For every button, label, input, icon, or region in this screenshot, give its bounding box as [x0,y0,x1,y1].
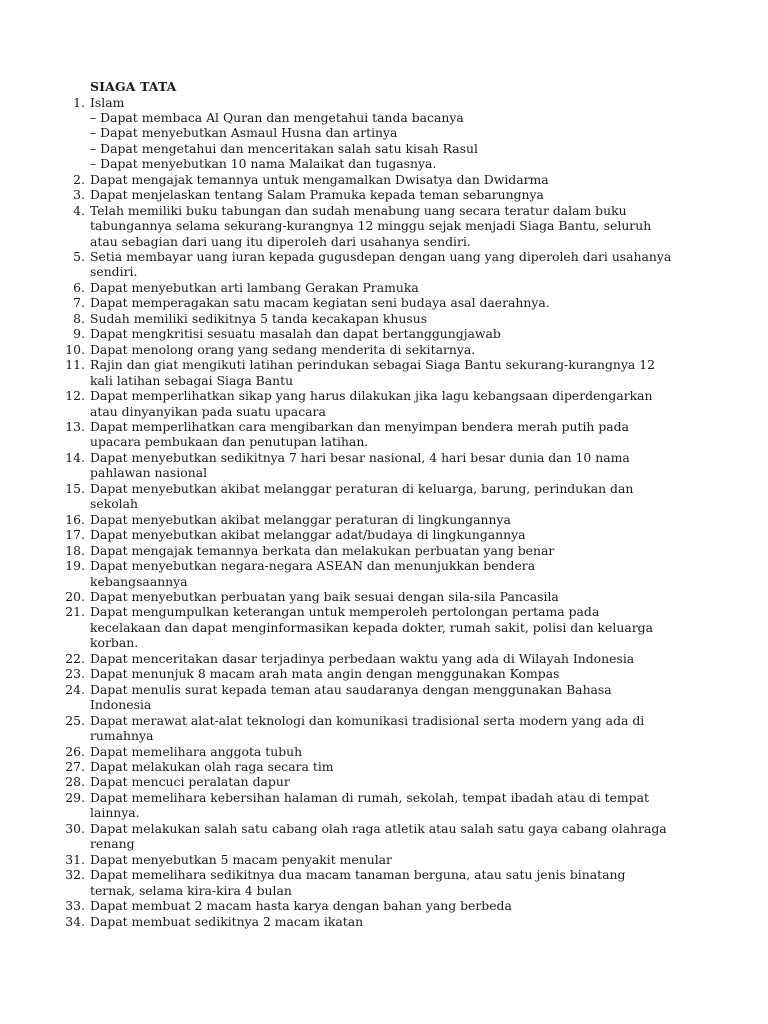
list-item [0,852,680,867]
list-item-text: Dapat memelihara anggota tubuh [90,743,303,759]
list-item [0,543,680,558]
list-item [0,589,680,604]
list-item-number: 5. [73,249,85,265]
list-item [0,481,680,512]
document-title: SIAGA TATA [90,79,177,94]
list-item-number: 1. [73,94,85,110]
list-item [0,342,680,357]
list-item-number: 18. [65,542,85,558]
list-item [0,666,680,681]
list-item-text: Islam [90,94,125,110]
list-item-text: Dapat melakukan salah satu cabang olah raga atletik atau salah satu gaya cabang olahraga renang [90,820,667,852]
list-item-number: 17. [65,527,85,543]
list-item [0,651,680,666]
list-item [0,604,680,650]
list-item-text: Dapat memperlihatkan cara mengibarkan dan menyimpan bendera merah putih pada upacara pembukaan dan penutupan latihan. [90,419,629,450]
list-item-text: Dapat merawat alat-alat teknologi dan komunikasi tradisional serta modern yang ada di rumahnya [90,712,645,744]
list-item [0,682,680,713]
list-item-text: Dapat mengumpulkan keterangan untuk memperoleh pertolongan pertama pada kecelakaan dan dapat menginformasikan kepada dokter, rumah sakit, polisi dan keluarga korban. [90,604,653,651]
list-item-text: Dapat menunjuk 8 macam arah mata angin dengan menggunakan Kompas [90,666,560,682]
list-item-number: 31. [65,851,85,867]
list-item [0,295,680,310]
list-item-text: Dapat menolong orang yang sedang menderita di sekitarnya. [90,341,476,357]
list-item [0,759,680,774]
list-item [0,821,680,852]
list-item [0,280,680,295]
sub-list-item: – Dapat membaca Al Quran dan mengetahui tanda bacanya [90,109,464,125]
list-item [0,357,680,388]
list-item [0,326,680,341]
list-item-text: Dapat memelihara kebersihan halaman di rumah, sekolah, tempat ibadah atau di tempat lainnya. [90,789,649,821]
list-item-text: Rajin dan giat mengikuti latihan perindukan sebagai Siaga Bantu sekurang-kurangnya 12 kali latihan sebagai Siaga Bantu [90,357,655,388]
list-item-text: Dapat melakukan olah raga secara tim [90,758,334,774]
list-item-text: Dapat membuat sedikitnya 2 macam ikatan [90,913,364,929]
list-item-number: 13. [65,419,85,435]
list-item-number: 16. [65,511,85,527]
list-item-number: 8. [73,310,85,326]
list-item-text: Setia membayar uang iuran kepada gugusdepan dengan uang yang diperoleh dari usahanya sendiri. [90,249,672,280]
list-item [0,512,680,527]
list-item [0,558,680,589]
list-item-number: 21. [65,604,85,620]
list-item-number: 25. [65,712,85,728]
list-item-text: Dapat menyebutkan arti lambang Gerakan Pramuka [90,279,419,295]
list-item-text: Dapat memperlihatkan sikap yang harus dilakukan jika lagu kebangsaan diperdengarkan atau dinyanyikan pada suatu upacara [90,388,653,419]
list-item-number: 9. [73,326,85,342]
list-item [0,249,680,280]
list-item-number: 22. [65,650,85,666]
requirements-list [0,95,768,929]
list-item-number: 7. [73,295,85,311]
list-item-text: Dapat mengajak temannya untuk mengamalkan Dwisatya dan Dwidarma [90,171,549,187]
list-item-number: 11. [65,357,85,373]
list-item-number: 27. [65,758,85,774]
list-item [0,898,680,913]
list-item-text: Dapat memelihara sedikitnya dua macam tanaman berguna, atau satu jenis binatang ternak, selama kira-kira 4 bulan [90,867,626,898]
sub-list-item: – Dapat menyebutkan 10 nama Malaikat dan tugasnya. [90,156,437,172]
list-item [0,867,680,898]
list-item-number: 12. [65,388,85,404]
list-item-text: Dapat menulis surat kepada teman atau saudaranya dengan menggunakan Bahasa Indonesia [90,681,612,713]
list-item [0,311,680,326]
list-item-text: Dapat menceritakan dasar terjadinya perbedaan waktu yang ada di Wilayah Indonesia [90,650,635,666]
sub-list-item: – Dapat menyebutkan Asmaul Husna dan artinya [90,125,398,141]
list-item-number: 3. [73,187,85,203]
list-item-text: Dapat mencuci peralatan dapur [90,774,290,790]
list-item-text: Dapat menjelaskan tentang Salam Pramuka kepada teman sebarungnya [90,187,544,203]
list-item [0,713,680,744]
list-item-text: Dapat memperagakan satu macam kegiatan seni budaya asal daerahnya. [90,295,550,311]
list-item [0,774,680,789]
list-item-number: 28. [65,774,85,790]
list-item-text: Dapat menyebutkan akibat melanggar peraturan di lingkungannya [90,511,511,527]
list-item-number: 29. [65,789,85,805]
list-item [0,527,680,542]
list-item [0,388,680,419]
list-item-number: 6. [73,279,85,295]
list-item-number: 14. [65,449,85,465]
list-item-number: 4. [73,202,85,218]
list-item-text: Sudah memiliki sedikitnya 5 tanda kecakapan khusus [90,310,428,326]
list-item [0,790,680,821]
list-item-number: 23. [65,666,85,682]
list-item-number: 24. [65,681,85,697]
list-item-text: Dapat menyebutkan negara-negara ASEAN dan menunjukkan bendera kebangsaannya [90,558,536,589]
list-item-number: 32. [65,867,85,883]
list-item-number: 20. [65,589,85,604]
list-item-number: 2. [73,171,85,187]
list-item-number: 34. [65,913,85,929]
sub-list-item: – Dapat mengetahui dan menceritakan salah satu kisah Rasul [90,140,478,156]
list-item [0,203,680,249]
list-item [0,95,680,172]
list-item [0,450,680,481]
list-item-text: Dapat menyebutkan akibat melanggar adat/budaya di lingkungannya [90,527,526,543]
list-item-text: Dapat mengkritisi sesuatu masalah dan dapat bertanggungjawab [90,326,501,342]
list-item-number: 33. [65,898,85,914]
list-item-text: Dapat membuat 2 macam hasta karya dengan bahan yang berbeda [90,898,512,914]
list-item-number: 10. [65,341,85,357]
list-item-text: Dapat menyebutkan perbuatan yang baik sesuai dengan sila-sila Pancasila [90,589,559,604]
list-item-number: 26. [65,743,85,759]
list-item [0,187,680,202]
list-item-text: Dapat menyebutkan 5 macam penyakit menular [90,851,392,867]
list-item-text: Dapat menyebutkan akibat melanggar peraturan di keluarga, barung, perindukan dan sekolah [90,480,634,512]
list-item [0,419,680,450]
list-item-number: 30. [65,820,85,836]
list-item [0,914,680,929]
sub-list [90,110,680,172]
list-item-text: Dapat mengajak temannya berkata dan melakukan perbuatan yang benar [90,542,555,558]
list-item [0,744,680,759]
list-item-text: Dapat menyebutkan sedikitnya 7 hari besar nasional, 4 hari besar dunia dan 10 nama pahlawan nasional [90,449,630,481]
list-item-number: 15. [65,480,85,496]
list-item-number: 19. [65,558,85,574]
list-item-text: Telah memiliki buku tabungan dan sudah menabung uang secara teratur dalam buku tabungannya selama sekurang-kurangnya 12 minggu sejak menjadi Siaga Bantu, seluruh atau sebagian dari uang itu diperoleh dari usahanya sendiri. [90,202,652,249]
list-item [0,172,680,187]
